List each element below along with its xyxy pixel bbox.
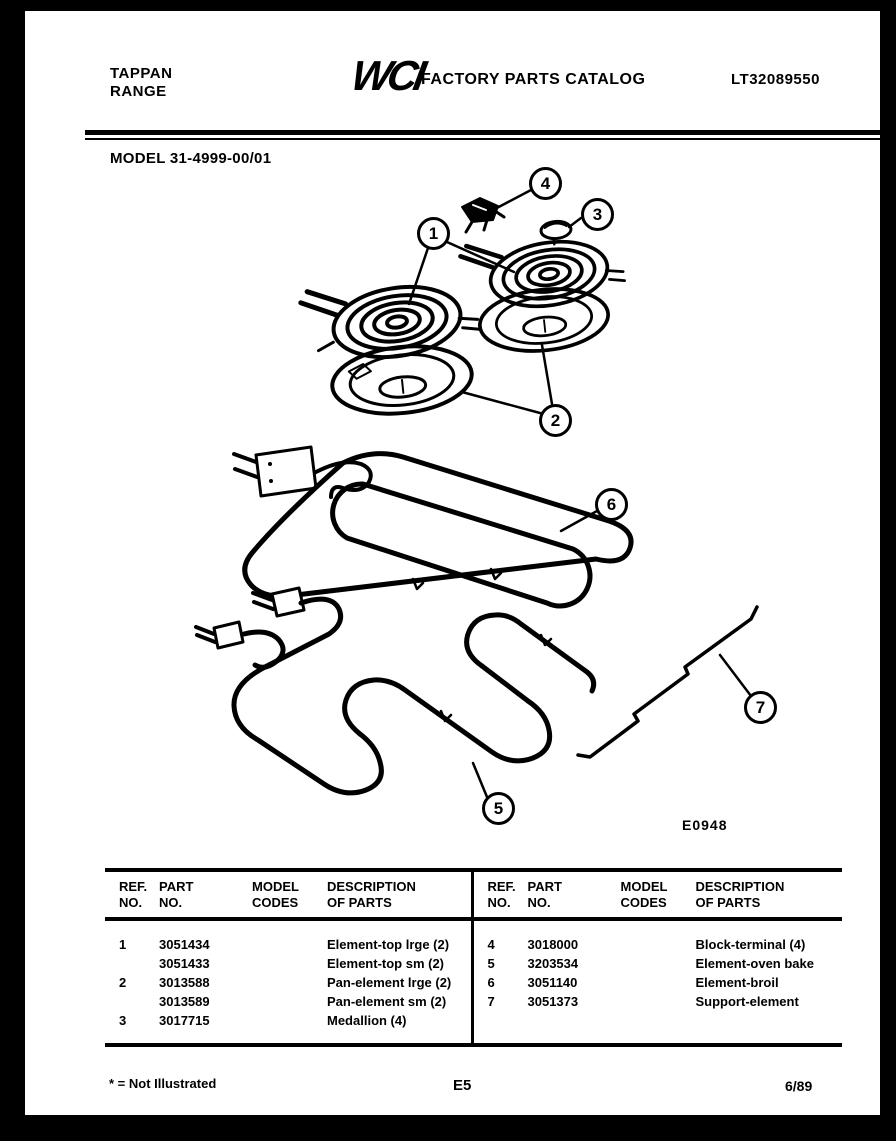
callout-5: 5 <box>482 792 515 825</box>
brand-line-2: RANGE <box>110 83 167 100</box>
callout-1: 1 <box>417 217 450 250</box>
col-part: PART NO. <box>159 879 194 910</box>
page-code: E5 <box>453 1077 472 1094</box>
table-row: 3013589 Pan-element sm (2) <box>159 994 447 1009</box>
wci-logo: WCI <box>347 52 426 99</box>
drip-pan-large <box>329 340 475 420</box>
table-row: 7 3051373 Support-element <box>487 994 799 1009</box>
callout-3: 3 <box>581 198 614 231</box>
drip-pan-small <box>477 283 611 357</box>
col-ref: REF. NO. <box>487 879 516 910</box>
table-row: 2 3013588 Pan-element lrge (2) <box>119 975 452 990</box>
col-part: PART NO. <box>527 879 562 910</box>
catalog-title: FACTORY PARTS CATALOG <box>421 71 646 88</box>
brand-line-1: TAPPAN <box>110 65 173 82</box>
model-number: MODEL 31-4999-00/01 <box>110 150 272 167</box>
scanned-page-area <box>25 11 880 1115</box>
bake-element <box>196 588 594 793</box>
broil-element <box>234 447 631 606</box>
surface-element-small <box>459 223 627 319</box>
table-header <box>105 872 471 921</box>
parts-table-right <box>474 872 843 1043</box>
col-model: MODEL CODES <box>620 879 668 910</box>
leader-lines <box>409 190 751 797</box>
table-row: 5 3203534 Element-oven bake <box>487 956 814 971</box>
support-element <box>578 607 757 757</box>
medallion <box>540 220 572 245</box>
issue-date: 6/89 <box>785 1078 813 1094</box>
header-rule-thin <box>85 138 896 140</box>
surface-element-large <box>299 266 481 370</box>
callout-2: 2 <box>539 404 572 437</box>
callout-4: 4 <box>529 167 562 200</box>
col-ref: REF. NO. <box>119 879 148 910</box>
terminal-block <box>462 198 504 232</box>
header-rule-thick <box>85 130 896 135</box>
diagram-code: E0948 <box>682 817 728 833</box>
brand-name <box>110 65 172 101</box>
parts-table <box>105 868 842 1047</box>
table-body-left <box>105 921 471 1043</box>
table-body-right <box>474 921 843 1043</box>
col-model: MODEL CODES <box>252 879 299 910</box>
table-row: 4 3018000 Block-terminal (4) <box>487 937 806 952</box>
table-header <box>474 872 843 921</box>
table-row: 6 3051140 Element-broil <box>487 975 779 990</box>
col-desc: DESCRIPTION OF PARTS <box>327 879 416 910</box>
col-desc: DESCRIPTION OF PARTS <box>695 879 785 910</box>
table-row: 3 3017715 Medallion (4) <box>119 1013 407 1028</box>
parts-table-left <box>105 872 474 1043</box>
table-row: 1 3051434 Element-top lrge (2) <box>119 937 450 952</box>
doc-number: LT32089550 <box>731 71 820 88</box>
callout-6: 6 <box>595 488 628 521</box>
table-row: 3051433 Element-top sm (2) <box>159 956 445 971</box>
callout-7: 7 <box>744 691 777 724</box>
not-illustrated-note: * = Not Illustrated <box>109 1076 217 1091</box>
